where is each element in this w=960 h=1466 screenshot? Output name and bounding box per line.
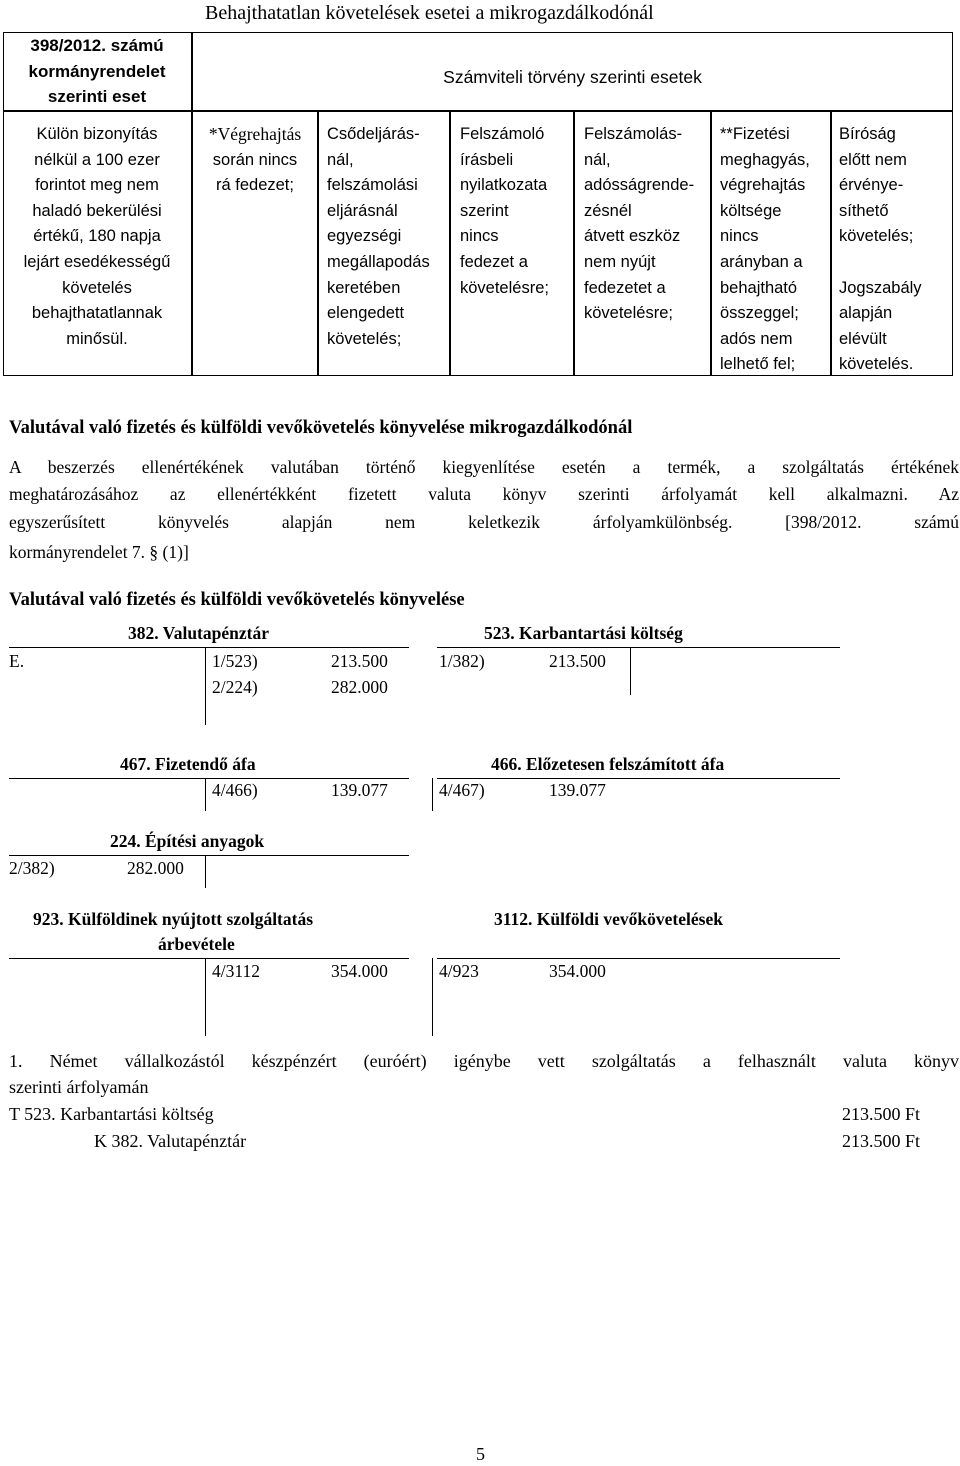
col2-cell: *Végrehajtás során nincs rá fedezet; bbox=[208, 124, 302, 195]
account-523-ref1: 1/382) bbox=[439, 651, 485, 671]
entry1-debit-amount: 213.500 Ft bbox=[842, 1104, 921, 1124]
col4-cell: Felszámoló írásbeli nyilatkozata szerint nincs fedezet a követelésre; bbox=[460, 125, 549, 297]
account-466-line bbox=[437, 778, 840, 779]
account-923-title: 923. Külföldinek nyújtott szolgáltatás bbox=[33, 909, 314, 929]
section1-heading: Valutával való fizetés és külföldi vevőkövetelés könyvelése mikrogazdálkodónál bbox=[9, 418, 633, 438]
cases-table bbox=[3, 32, 953, 376]
account-224-amt1: 282.000 bbox=[127, 858, 184, 878]
section1-line3: egyszerűsített könyvelés alapján nem keletkezik árfolyamkülönbség. [398/2012. számú bbox=[9, 512, 959, 532]
account-3112-amt1: 354.000 bbox=[549, 961, 606, 981]
account-467-divider bbox=[205, 778, 206, 811]
account-3112-ref1: 4/923 bbox=[439, 961, 479, 981]
entry1-debit-label: T 523. Karbantartási költség bbox=[9, 1104, 214, 1124]
account-523-amt1: 213.500 bbox=[549, 651, 606, 671]
account-467-amt1: 139.077 bbox=[331, 780, 388, 800]
entry1-credit-amount: 213.500 Ft bbox=[842, 1131, 921, 1151]
table-subtitle: Számviteli törvény szerinti esetek bbox=[443, 67, 702, 87]
account-224-line bbox=[9, 855, 409, 856]
account-382-amt2: 282.000 bbox=[331, 677, 388, 697]
account-382-opening: E. bbox=[9, 651, 25, 671]
account-923-divider bbox=[205, 958, 206, 1036]
col1-body: Külön bizonyítás nélkül a 100 ezer forintot meg nem haladó bekerülési értékű, 180 napja lejárt esedékességű követelés behajthatatlannak minősül. bbox=[23, 125, 171, 348]
account-466-title: 466. Előzetesen felszámított áfa bbox=[491, 754, 725, 774]
account-467-title: 467. Fizetendő áfa bbox=[120, 754, 256, 774]
account-466-amt1: 139.077 bbox=[549, 780, 606, 800]
account-382-line bbox=[9, 647, 409, 648]
account-3112-title: 3112. Külföldi vevőkövetelések bbox=[494, 909, 723, 929]
col7-cell: Bíróság előtt nem érvénye- síthető követelés; Jogszabály alapján elévült követelés. bbox=[839, 125, 922, 374]
col3-cell: Csődeljárás- nál, felszámolási eljárásnál egyezségi megállapodás keretében elengedett követelés; bbox=[327, 125, 430, 348]
section1-line2: meghatározásához az ellenértékként fizetett valuta könyv szerinti árfolyamát kell alkalmazni. Az bbox=[9, 484, 959, 504]
account-3112-line bbox=[437, 958, 840, 959]
account-466-ref1: 4/467) bbox=[439, 780, 485, 800]
entry1-credit-label: K 382. Valutapénztár bbox=[94, 1131, 247, 1151]
entry1-line2: szerinti árfolyamán bbox=[9, 1077, 149, 1097]
page-number: 5 bbox=[476, 1444, 485, 1464]
account-224-title: 224. Építési anyagok bbox=[110, 831, 265, 851]
account-3112-divider bbox=[432, 958, 433, 1036]
account-923-title-line2: árbevétele bbox=[158, 934, 235, 954]
account-467-ref1: 4/466) bbox=[212, 780, 258, 800]
account-466-divider bbox=[432, 778, 433, 811]
section1-line1: A beszerzés ellenértékének valutában történő kiegyenlítése esetén a termék, a szolgáltatás értékének bbox=[9, 457, 959, 477]
section1-line4: kormányrendelet 7. § (1)] bbox=[9, 542, 189, 562]
account-923-ref1: 4/3112 bbox=[212, 961, 260, 981]
account-923-amt1: 354.000 bbox=[331, 961, 388, 981]
page-title: Behajthatatlan követelések esetei a mikrogazdálkodónál bbox=[205, 2, 654, 24]
account-382-title: 382. Valutapénztár bbox=[128, 623, 269, 643]
account-523-line bbox=[437, 647, 840, 648]
account-523-title: 523. Karbantartási költség bbox=[484, 623, 683, 643]
entry1-line1: 1. Német vállalkozástól készpénzért (euróért) igénybe vett szolgáltatás a felhasznált valuta könyv bbox=[9, 1051, 959, 1071]
account-923-line bbox=[9, 958, 409, 959]
account-382-ref2: 2/224) bbox=[212, 677, 258, 697]
col1-head: 398/2012. számú kormányrendelet szerinti eset bbox=[28, 36, 166, 107]
col5-cell: Felszámolás- nál, adósságrende- zésnél átvett eszköz nem nyújt fedezetet a követelésre; bbox=[584, 125, 695, 323]
account-224-ref1: 2/382) bbox=[9, 858, 55, 878]
account-523-divider bbox=[630, 647, 631, 695]
section2-heading: Valutával való fizetés és külföldi vevőkövetelés könyvelése bbox=[9, 590, 465, 610]
account-382-divider bbox=[205, 647, 206, 725]
account-224-divider bbox=[205, 855, 206, 888]
col6-cell: **Fizetési meghagyás, végrehajtás költsége nincs arányban a behajtható összeggel; adós nem lelhető fel; bbox=[720, 125, 810, 374]
account-382-ref1: 1/523) bbox=[212, 651, 258, 671]
account-382-amt1: 213.500 bbox=[331, 651, 388, 671]
